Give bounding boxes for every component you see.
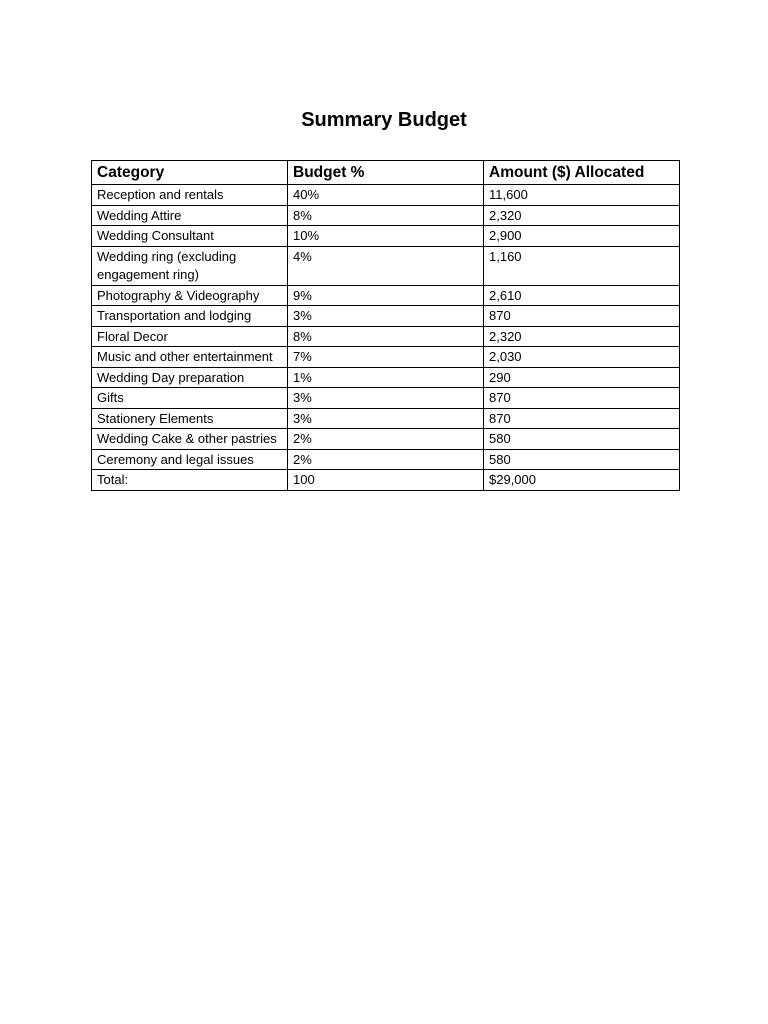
- table-row: [92, 205, 680, 226]
- page-title: Summary Budget: [301, 109, 467, 132]
- cell-budget-percent: 1%: [288, 367, 484, 388]
- cell-category: Wedding ring (excluding engagement ring): [92, 246, 288, 285]
- cell-category: Wedding Consultant: [92, 226, 288, 247]
- cell-amount: 290: [484, 367, 680, 388]
- table-row: [92, 449, 680, 470]
- cell-amount: 11,600: [484, 185, 680, 206]
- cell-budget-percent: 9%: [288, 285, 484, 306]
- table-row: [92, 347, 680, 368]
- cell-category: Gifts: [92, 388, 288, 409]
- cell-category: Reception and rentals: [92, 185, 288, 206]
- cell-amount: 1,160: [484, 246, 680, 285]
- table-total-row: [92, 470, 680, 491]
- cell-amount: 580: [484, 449, 680, 470]
- cell-budget-percent: 3%: [288, 408, 484, 429]
- cell-category: Transportation and lodging: [92, 306, 288, 327]
- header-budget-percent: Budget %: [288, 161, 484, 185]
- cell-budget-percent: 4%: [288, 246, 484, 285]
- cell-budget-percent: 2%: [288, 429, 484, 450]
- table-row: [92, 185, 680, 206]
- cell-category: Wedding Day preparation: [92, 367, 288, 388]
- cell-budget-percent: 8%: [288, 205, 484, 226]
- total-budget-percent: 100: [288, 470, 484, 491]
- cell-amount: 2,320: [484, 205, 680, 226]
- cell-amount: 2,610: [484, 285, 680, 306]
- cell-budget-percent: 2%: [288, 449, 484, 470]
- table-row: [92, 285, 680, 306]
- header-amount: Amount ($) Allocated: [484, 161, 680, 185]
- cell-amount: 2,900: [484, 226, 680, 247]
- cell-budget-percent: 40%: [288, 185, 484, 206]
- cell-category: Wedding Attire: [92, 205, 288, 226]
- cell-category: Photography & Videography: [92, 285, 288, 306]
- table-row: [92, 388, 680, 409]
- cell-category: Ceremony and legal issues: [92, 449, 288, 470]
- cell-category: Wedding Cake & other pastries: [92, 429, 288, 450]
- cell-budget-percent: 7%: [288, 347, 484, 368]
- total-amount: $29,000: [484, 470, 680, 491]
- cell-budget-percent: 10%: [288, 226, 484, 247]
- table-header-row: [92, 161, 680, 185]
- cell-amount: 870: [484, 388, 680, 409]
- table-row: [92, 226, 680, 247]
- table-row: [92, 306, 680, 327]
- header-category: Category: [92, 161, 288, 185]
- cell-amount: 2,320: [484, 326, 680, 347]
- cell-budget-percent: 3%: [288, 306, 484, 327]
- cell-category: Floral Decor: [92, 326, 288, 347]
- cell-category: Music and other entertainment: [92, 347, 288, 368]
- table-row: [92, 326, 680, 347]
- table-row: [92, 367, 680, 388]
- table-row: [92, 408, 680, 429]
- table-row: [92, 246, 680, 285]
- cell-amount: 580: [484, 429, 680, 450]
- cell-category: Stationery Elements: [92, 408, 288, 429]
- cell-budget-percent: 8%: [288, 326, 484, 347]
- cell-amount: 870: [484, 408, 680, 429]
- table-row: [92, 429, 680, 450]
- cell-amount: 2,030: [484, 347, 680, 368]
- total-label: Total:: [92, 470, 288, 491]
- cell-budget-percent: 3%: [288, 388, 484, 409]
- budget-table: [91, 160, 680, 491]
- cell-amount: 870: [484, 306, 680, 327]
